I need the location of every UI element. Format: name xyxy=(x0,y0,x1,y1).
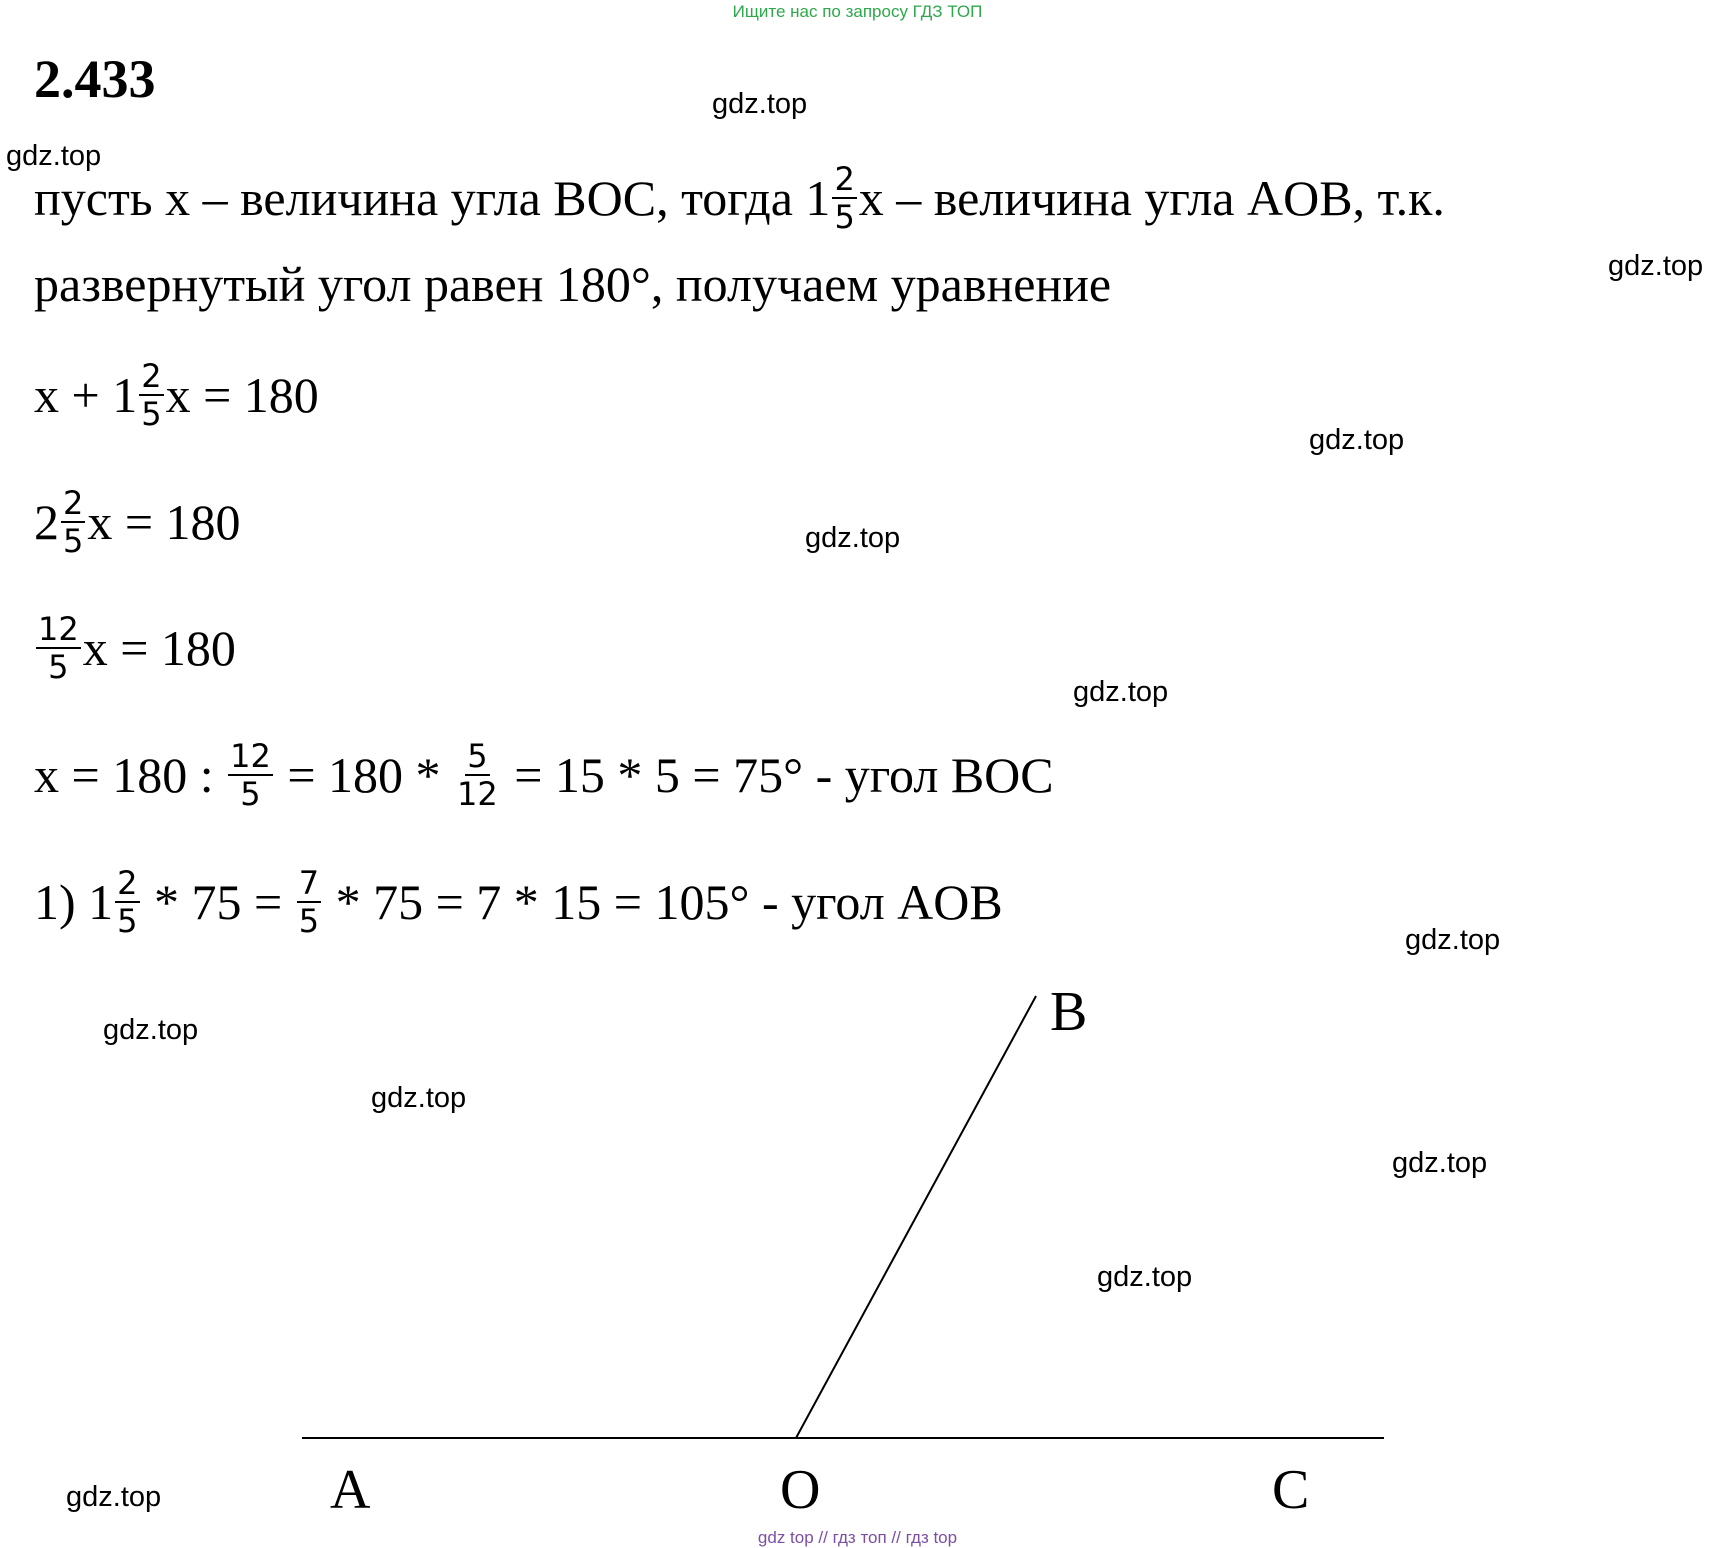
fraction-numerator: 7 xyxy=(298,864,320,902)
equation-3-part-b: x = 180 xyxy=(82,620,236,676)
fraction-numerator: 5 xyxy=(467,737,488,775)
watermark: gdz.top xyxy=(1073,676,1169,708)
watermark: gdz.top xyxy=(712,88,808,120)
watermark: gdz.top xyxy=(66,1481,162,1513)
fraction-denominator: 12 xyxy=(457,775,498,813)
fraction-numerator: 2 xyxy=(834,160,855,198)
fraction-numerator: 2 xyxy=(117,864,138,902)
point-label-b: B xyxy=(1050,981,1088,1043)
point-label-a: A xyxy=(330,1459,371,1521)
watermark: gdz.top xyxy=(6,140,102,172)
fraction-denominator: 5 xyxy=(63,522,84,560)
watermark: gdz.top xyxy=(805,522,901,554)
fraction-denominator: 5 xyxy=(298,902,320,940)
equation-1-part-a: x + 1 xyxy=(34,367,138,423)
problem-number: 2.433 xyxy=(34,49,156,109)
equation-4-part-a: x = 180 : xyxy=(34,747,227,803)
fraction-denominator: 5 xyxy=(117,902,138,940)
fraction-denominator: 5 xyxy=(48,648,69,686)
fraction-denominator: 5 xyxy=(834,198,855,236)
equation-5-part-c: * 75 = 7 * 15 = 105° - угол AOB xyxy=(323,874,1003,930)
top-banner: Ищите нас по запросу ГДЗ ТОП xyxy=(732,2,983,21)
equation-2-part-b: x = 180 xyxy=(87,494,241,550)
text-line-2-content: развернутый угол равен 180°, получаем уравнение xyxy=(34,256,1112,312)
watermark: gdz.top xyxy=(1097,1261,1193,1293)
equation-5-part-b: * 75 = xyxy=(141,874,295,930)
fraction-denominator: 5 xyxy=(141,395,162,433)
point-label-c: C xyxy=(1272,1459,1310,1521)
fraction-numerator: 2 xyxy=(63,484,84,522)
fraction-denominator: 5 xyxy=(240,775,261,813)
equation-4-part-c: = 15 * 5 = 75° - угол BOC xyxy=(501,747,1054,803)
point-label-o: O xyxy=(780,1459,821,1521)
watermark: gdz.top xyxy=(1392,1147,1488,1179)
watermark: gdz.top xyxy=(371,1082,467,1114)
watermark: gdz.top xyxy=(1405,924,1501,956)
equation-4-part-b: = 180 * xyxy=(274,747,454,803)
ray-ob xyxy=(796,996,1036,1438)
equation-2-part-a: 2 xyxy=(34,494,59,550)
text-line-1-part-b: x – величина угла AOB, т.к. xyxy=(858,170,1445,226)
fraction-numerator: 12 xyxy=(230,737,271,775)
fraction-numerator: 12 xyxy=(38,610,79,648)
watermark: gdz.top xyxy=(1309,424,1405,456)
fraction-numerator: 2 xyxy=(141,357,162,395)
watermark: gdz.top xyxy=(1608,250,1704,282)
equation-5-part-a: 1) 1 xyxy=(34,874,114,930)
text-line-1-part-a: пусть x – величина угла BOC, тогда 1 xyxy=(34,170,831,226)
equation-1-part-b: x = 180 xyxy=(165,367,319,423)
watermark: gdz.top xyxy=(103,1014,199,1046)
bottom-banner: gdz top // гдз топ // гдз top xyxy=(757,1528,958,1547)
